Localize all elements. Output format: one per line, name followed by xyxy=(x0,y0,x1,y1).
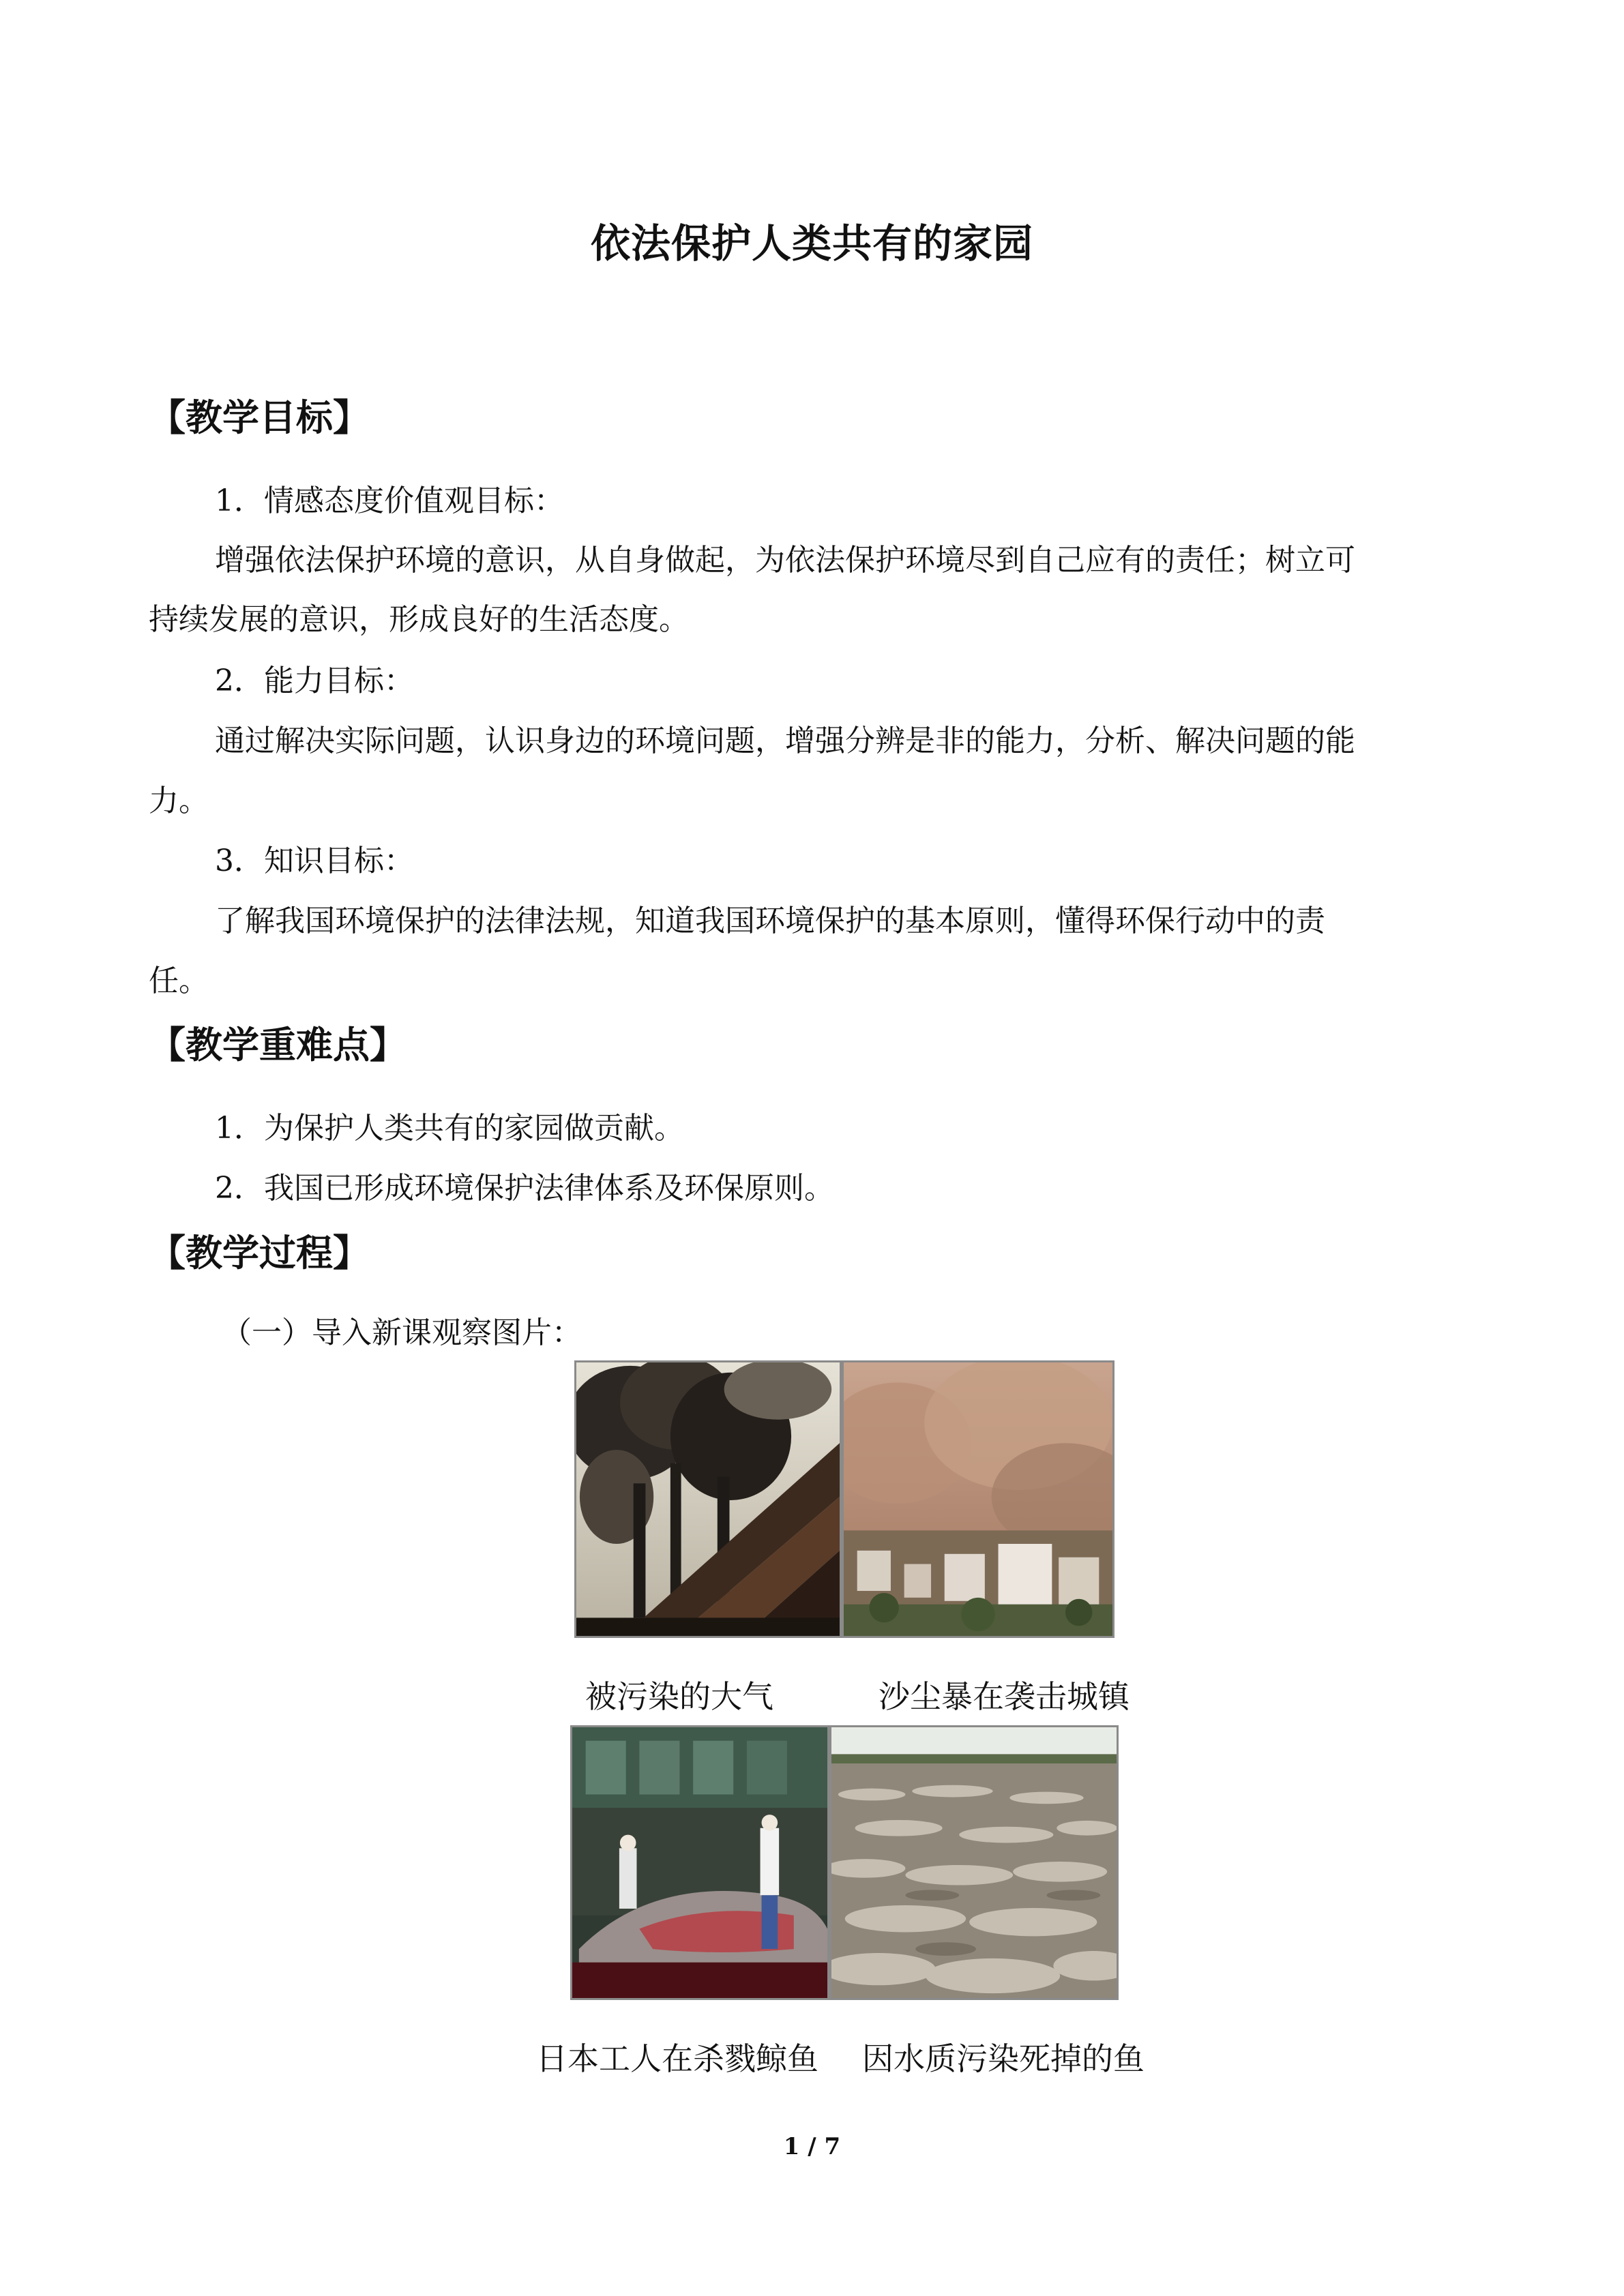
objective-2-text-line1: 通过解决实际问题，认识身边的环境问题，增强分辨是非的能力，分析、解决问题的能 xyxy=(215,724,1355,758)
section-heading-key-points: 【教学重难点】 xyxy=(149,1023,407,1067)
caption-whale-slaughter: 日本工人在杀戮鲸鱼 xyxy=(536,2040,818,2077)
objective-1-text-line2: 持续发展的意识，形成良好的生活态度。 xyxy=(149,602,689,637)
whale-slaughter-photo xyxy=(570,1725,829,2000)
objective-3-text-line2: 任。 xyxy=(149,964,209,998)
process-intro: （一）导入新课观察图片： xyxy=(222,1315,582,1350)
objective-2-text-line2: 力。 xyxy=(149,784,209,818)
objective-1-text-line1: 增强依法保护环境的意识，从自身做起，为依法保护环境尽到自己应有的责任；树立可 xyxy=(215,543,1355,578)
caption-sandstorm: 沙尘暴在袭击城镇 xyxy=(879,1678,1130,1715)
key-point-1: 1．为保护人类共有的家园做贡献。 xyxy=(215,1111,684,1146)
objective-3-text-line1: 了解我国环境保护的法律法规，知道我国环境保护的基本原则，懂得环保行动中的责 xyxy=(215,904,1325,938)
page-number: 1 / 7 xyxy=(783,2133,841,2160)
dead-fish-photo xyxy=(829,1725,1119,2000)
caption-polluted-air: 被污染的大气 xyxy=(585,1678,773,1715)
objective-3-label: 3．知识目标： xyxy=(215,844,414,878)
objective-1-label: 1．情感态度价值观目标： xyxy=(215,483,564,518)
caption-dead-fish: 因水质污染死掉的鱼 xyxy=(862,2040,1145,2077)
sandstorm-photo xyxy=(842,1360,1114,1638)
key-point-2: 2．我国已形成环境保护法律体系及环保原则。 xyxy=(215,1171,834,1206)
polluted-air-photo xyxy=(574,1360,842,1638)
section-heading-process: 【教学过程】 xyxy=(149,1231,370,1274)
section-heading-objectives: 【教学目标】 xyxy=(149,396,370,439)
page-title: 依法保护人类共有的家园 xyxy=(590,220,1033,267)
objective-2-label: 2．能力目标： xyxy=(215,664,414,698)
